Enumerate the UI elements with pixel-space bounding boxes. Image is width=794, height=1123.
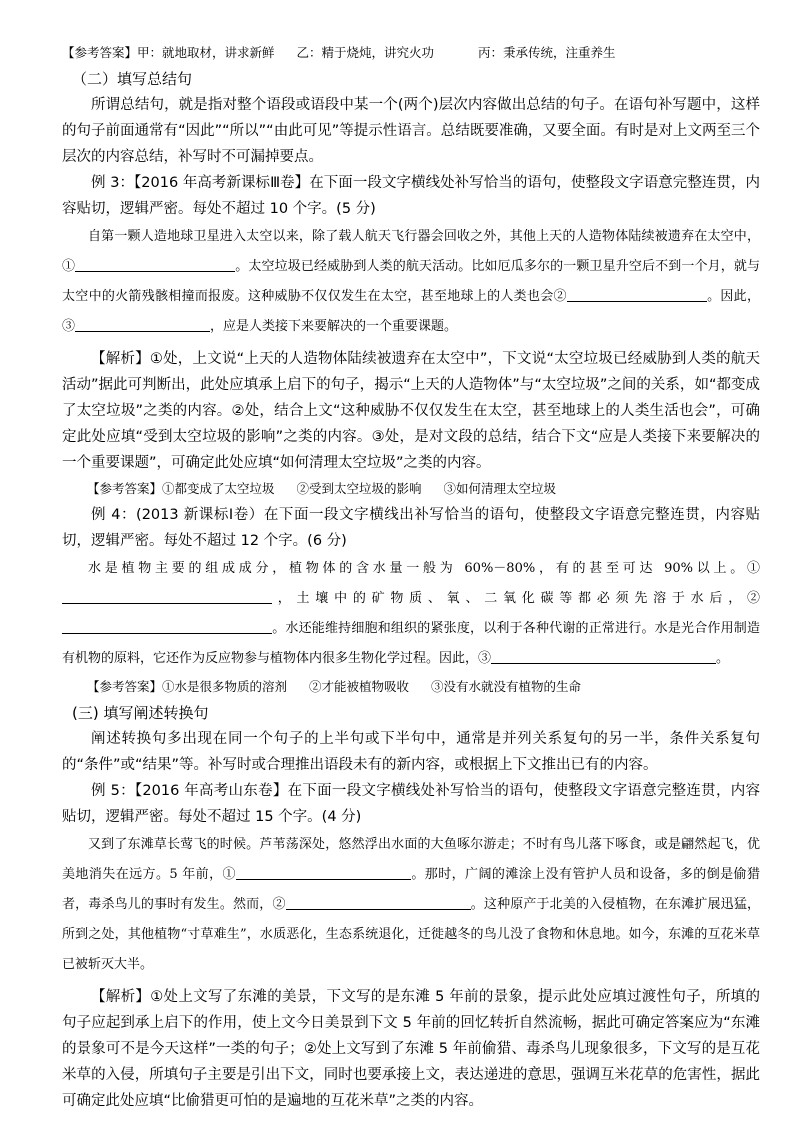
section-heading-3: (三) 填写阐述转换句	[72, 704, 209, 722]
passage-text: 。太空垃圾已经威胁到人类的航天活动。比如厄瓜多尔的一颗卫星升空后不到一个月，就与太空中的火箭残骸相撞而报废。这种威胁不仅仅发生在太空，甚至地球上的人类也会	[62, 259, 760, 304]
answer-1: ①水是很多物质的溶剂	[162, 679, 288, 694]
answer-3: ③没有水就没有植物的生命	[431, 679, 582, 694]
answer-2: ②受到太空垃圾的影响	[296, 481, 422, 496]
passage-text: 。这种原产于北美的入侵植物，在东滩扩展迅猛，所到之处，其他植物“寸草难生”，水质恶化，生态系统退化，迁徙越冬的鸟儿没了食物和休息地。如今，东滩的互花米草已被斩灭大半。	[62, 897, 760, 972]
blank-number: ②	[553, 289, 567, 304]
passage-text: 。	[716, 651, 730, 666]
answer-3: ③如何清理太空垃圾	[443, 481, 557, 496]
fill-blank-1[interactable]	[62, 589, 272, 604]
passage-text: ，土壤中的矿物质、氧、二氧化碳等都必须先溶于水后，	[272, 591, 747, 606]
example-5-question: 例 5：【2016 年高考山东卷】在下面一段文字横线处补写恰当的语句，使整段文字语意完整连贯，内容贴切，逻辑严密。每处不超过 15 个字。(4 分)	[62, 783, 760, 825]
example-3-question: 例 3：【2016 年高考新课标Ⅲ卷】在下面一段文字横线处补写恰当的语句，使整段文字语意完整连贯，内容贴切，逻辑严密。每处不超过 10 个字。(5 分)	[62, 175, 760, 217]
passage-text: 水是植物主要的组成成分，植物体的含水量一般为 60%－80%，有的甚至可达 90%以上。	[88, 561, 747, 576]
section-3-paragraph: 阐述转换句多出现在同一个句子的上半句或下半句中，通常是并列关系复句的另一半，条件关系复句的“条件”或“结果”等。补写时或合理推出语段未有的新内容，或根据上下文推出已有的内容。	[62, 731, 760, 773]
answer-1: ①都变成了太空垃圾	[162, 481, 275, 496]
answer-line-top	[62, 40, 760, 66]
fill-blank-2[interactable]	[62, 619, 272, 634]
document-page	[62, 40, 760, 1114]
example-5-passage	[62, 830, 760, 980]
fill-blank-3[interactable]	[75, 317, 210, 332]
blank-number: ①	[62, 259, 76, 274]
blank-number: ③	[478, 651, 492, 666]
passage-text: 。因此，	[706, 289, 760, 304]
example-3-passage	[62, 222, 760, 342]
answer-a: 甲：就地取材，讲求新鲜	[137, 45, 275, 60]
passage-text: ，应是人类接下来要解决的一个重要课题。	[210, 319, 458, 334]
passage-text: 。水还能维持细胞和组织的紧张度，以利于各种代谢的正常进行。水是光合作用制造有机物的原料，它还作为反应物参与植物体内很多生物化学过程。因此，	[62, 621, 760, 666]
fill-blank-2[interactable]	[567, 287, 707, 302]
passage-text: 又到了东滩草长莺飞的时候。芦苇荡深处，悠然浮出水面的大鱼啄尔游走；不时有鸟儿落下啄食，或是翩然起飞，优美地消失在远方。5 年前，	[62, 837, 760, 882]
blank-number: ①	[222, 867, 236, 882]
blank-number: ②	[272, 897, 286, 912]
example-4-question: 例 4：(2013 新课标Ⅰ卷）在下面一段文字横线出补写恰当的语句，使整段文字语意完整连贯，内容贴切，逻辑严密。每处不超过 12 个字。(6 分)	[62, 507, 760, 549]
fill-blank-1[interactable]	[236, 865, 411, 880]
answer-tag: 【参考答案】	[87, 481, 163, 496]
answer-b: 乙：精于烧炖，讲究火功	[296, 45, 435, 60]
example-4-answer	[62, 674, 760, 700]
example-4-passage	[62, 554, 760, 674]
example-3-analysis: 【解析】①处，上文说“上天的人造物体陆续被遗弃在太空中”，下文说“太空垃圾已经威胁到人类的航天活动”据此可判断出，此处应填承上启下的句子，揭示“上天的人造物体”与“太空垃圾”之间的关系，如“都变成了太空垃圾”之类的内容。②处，结合上文“这种威胁不仅仅发生在太空，甚至地球上的人类生活也会”，可确定此处应填“受到太空垃圾的影响”之类的内容。③处，是对文段的总结，结合下文“应是人类接下来要解决的一个重要课题”，可确定此处应填“如何清理太空垃圾”之类的内容。	[62, 351, 760, 471]
example-5-analysis: 【解析】①处上文写了东滩的美景，下文写的是东滩 5 年前的景象，提示此处应填过渡性句子，所填的句子应起到承上启下的作用，使上文今日美景到下文 5 年前的回忆转折自然流畅，据此可确定答案应为“东滩的景象可不是今天这样”一类的句子；②处上文写到了东滩 5 年前偷猎、毒杀鸟儿现象很多，下文写的是互花米草的入侵，所填句子主要是引出下文，同时也要承接上文，表达递进的意思，强调互米花草的危害性，据此可确定此处应填“比偷猎更可怕的是遍地的互花米草”之类的内容。	[62, 989, 760, 1109]
fill-blank-1[interactable]	[75, 257, 235, 272]
blank-number: ①	[746, 561, 760, 576]
section-heading-2: （二）填写总结句	[72, 70, 193, 88]
fill-blank-3[interactable]	[491, 649, 716, 664]
answer-tag: 【参考答案】	[87, 679, 163, 694]
passage-text: 自第一颗人造地球卫星进入太空以来，除了载人航天飞行器会回收之外，其他上天的人造物体陆续被遗弃在太空中，	[88, 229, 760, 244]
answer-tag: 【参考答案】	[62, 45, 138, 60]
blank-number: ②	[746, 591, 760, 606]
section-2-paragraph: 所谓总结句，就是指对整个语段或语段中某一个(两个)层次内容做出总结的句子。在语句补写题中，这样的句子前面通常有“因此”“所以”“由此可见”等提示性语言。总结既要准确，又要全面。有时是对上文两至三个层次的内容总结，补写时不可漏掉要点。	[62, 97, 760, 165]
fill-blank-2[interactable]	[286, 895, 471, 910]
passage-text: 。那时，广阔的滩涂上没有管护人员和设备，多的倒是偷猎者，毒杀鸟儿的事时有发生。然而，	[62, 867, 760, 912]
example-3-answer	[62, 476, 760, 502]
blank-number: ③	[62, 319, 76, 334]
answer-c: 丙：秉承传统，注重养生	[478, 45, 616, 60]
answer-2: ②才能被植物吸收	[309, 679, 410, 694]
